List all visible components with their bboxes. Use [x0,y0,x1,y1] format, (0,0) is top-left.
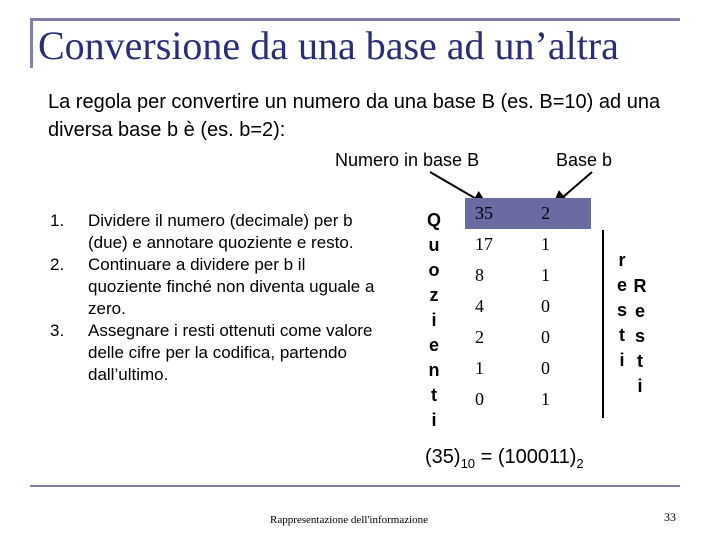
quotient-cell: 0 [475,389,484,409]
letter: i [431,410,437,430]
footer-rule [30,485,680,487]
letter: R [633,276,647,296]
remainder-cell: 0 [541,327,550,347]
conversion-result [425,446,584,471]
step-1-text: Dividere il numero (decimale) per b (due) e annotare quoziente e resto. [88,211,354,252]
letter: n [428,360,440,380]
step-1 [50,210,380,254]
step-2-number: 2. [50,255,65,274]
letter: Q [426,210,441,230]
result-decimal-base: 10 [460,456,476,471]
step-3-number: 3. [50,321,65,340]
quotients-vertical-label [424,208,444,433]
step-3-text: Assegnare i resti ottenuti come valore delle cifre per la codifica, partendo dall’ultimo. [88,321,373,384]
letter: o [428,260,440,280]
letter: r [618,250,626,270]
quotient-cell: 35 [465,198,531,229]
table-row [465,198,591,229]
quotient-cell: 4 [475,296,484,316]
division-table [465,198,591,415]
footer-text: Rappresentazione dell'informazione [270,514,429,526]
table-row [465,229,591,260]
quotient-cell: 17 [475,234,493,254]
letter: e [616,275,627,295]
remainder-cell: 1 [541,265,550,285]
letter: t [637,351,643,371]
result-binary-base: 2 [576,456,584,471]
step-1-number: 1. [50,211,65,230]
remainders-vertical-label [612,248,632,373]
letter: s [634,326,645,346]
letter: t [431,385,437,405]
page-number: 33 [664,510,676,524]
table-row [465,384,591,415]
quotient-cell: 8 [475,265,484,285]
remainder-cell: 0 [541,296,550,316]
letter: u [428,235,440,255]
letter: i [619,350,625,370]
step-2 [50,254,380,320]
step-2-text: Continuare a dividere per b il quoziente finché non diventa uguale a zero. [88,255,375,318]
table-row [465,260,591,291]
table-row [465,291,591,322]
letter: t [619,325,625,345]
letter: s [616,300,627,320]
step-3 [50,320,380,386]
label-number-in-base: Numero in base B [335,150,480,170]
result-binary: (100011) [497,446,577,468]
letter: i [637,376,643,396]
remainder-cell: 0 [541,358,550,378]
quotient-cell: 2 [475,327,484,347]
remainder-cell: 1 [541,234,550,254]
quotient-cell: 1 [475,358,484,378]
remainder-cell: 1 [541,389,550,409]
remainders-bracket-line [602,230,604,418]
steps-list [50,210,380,386]
letter: e [634,301,645,321]
table-row [465,353,591,384]
remainders-vertical-label-2 [630,274,650,399]
letter: e [428,335,439,355]
remainder-cell: 2 [531,198,591,229]
slide-title: Conversione da una base ad un’altra [38,23,619,68]
letter: z [429,285,439,305]
intro-text: La regola per convertire un numero da una base B (es. B=10) ad una diversa base b è (es. b=2): [48,91,661,141]
label-base-b: Base b [556,150,613,170]
result-equals: = [475,446,498,468]
table-row [465,322,591,353]
letter: i [431,310,437,330]
result-decimal: (35) [425,446,461,468]
